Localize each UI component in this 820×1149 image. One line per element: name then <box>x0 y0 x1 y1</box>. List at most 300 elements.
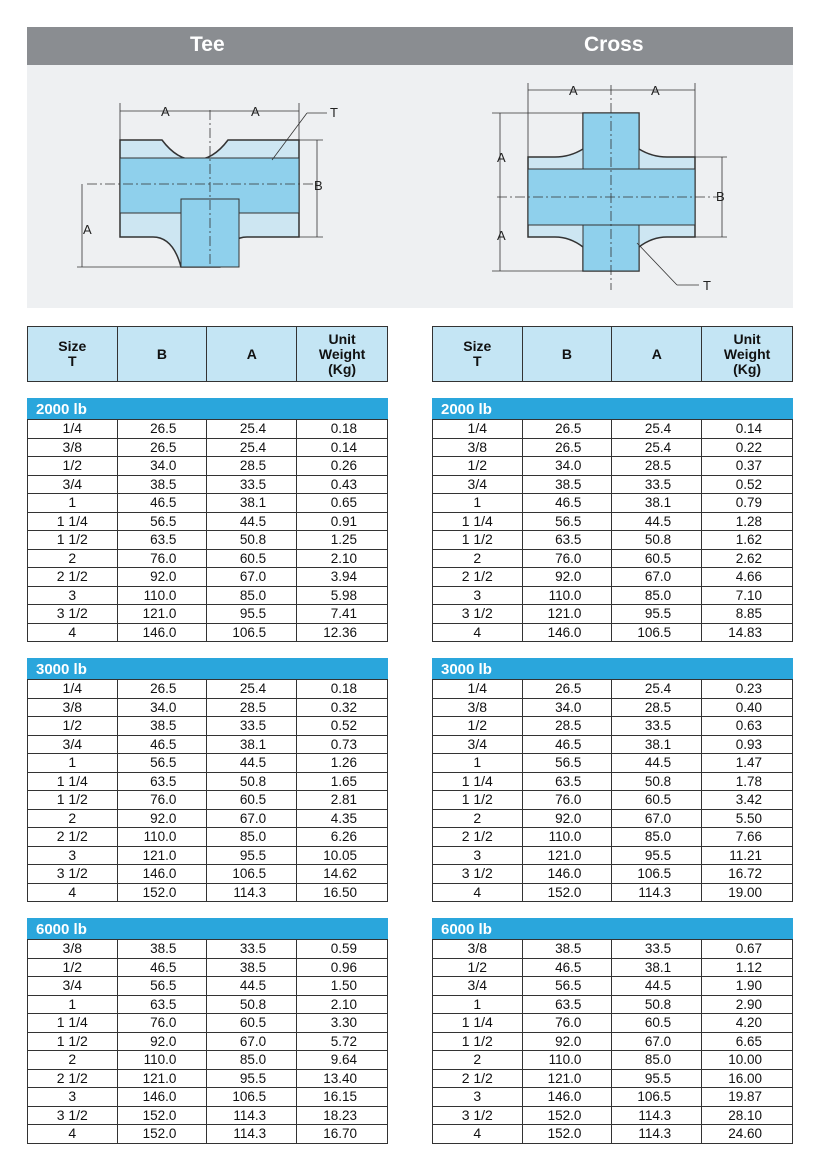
b-cell: 46.5 <box>522 958 612 977</box>
size-cell: 1/4 <box>28 420 118 439</box>
a-cell: 67.0 <box>612 1032 702 1051</box>
a-cell: 50.8 <box>612 772 702 791</box>
table-row <box>28 698 388 717</box>
b-cell: 152.0 <box>522 1106 612 1125</box>
pressure-class-header <box>433 659 793 680</box>
a-cell: 38.5 <box>207 958 297 977</box>
b-cell: 121.0 <box>522 846 612 865</box>
b-cell: 26.5 <box>117 420 207 439</box>
table-row <box>28 735 388 754</box>
a-cell: 95.5 <box>207 846 297 865</box>
weight-cell: 1.50 <box>297 977 388 996</box>
size-cell: 1 <box>433 995 523 1014</box>
a-cell: 25.4 <box>612 438 702 457</box>
a-cell: 50.8 <box>207 531 297 550</box>
b-cell: 110.0 <box>117 1051 207 1070</box>
table-row <box>433 735 793 754</box>
b-cell: 76.0 <box>117 1014 207 1033</box>
weight-cell: 1.25 <box>297 531 388 550</box>
table-row <box>28 791 388 810</box>
a-cell: 106.5 <box>612 1088 702 1107</box>
cross-dim-a2: A <box>651 83 660 98</box>
weight-cell: 0.52 <box>702 475 793 494</box>
size-cell: 3/4 <box>28 475 118 494</box>
table-row <box>28 680 388 699</box>
b-cell: 56.5 <box>117 512 207 531</box>
size-cell: 4 <box>433 623 523 642</box>
cross-body-rows <box>433 382 793 1144</box>
table-row <box>28 586 388 605</box>
size-cell: 2 <box>433 809 523 828</box>
a-cell: 85.0 <box>612 828 702 847</box>
table-row <box>28 623 388 642</box>
table-row <box>433 420 793 439</box>
table-row <box>28 1032 388 1051</box>
weight-cell: 0.26 <box>297 457 388 476</box>
size-cell: 1 1/2 <box>433 791 523 810</box>
size-cell: 1/2 <box>433 717 523 736</box>
a-cell: 95.5 <box>612 605 702 624</box>
weight-cell: 0.65 <box>297 494 388 513</box>
table-row <box>433 512 793 531</box>
table-row <box>28 438 388 457</box>
weight-cell: 16.70 <box>297 1125 388 1144</box>
size-cell: 3/4 <box>28 735 118 754</box>
tee-dim-a2: A <box>251 104 260 119</box>
table-row <box>433 549 793 568</box>
a-cell: 114.3 <box>612 1106 702 1125</box>
b-cell: 56.5 <box>522 977 612 996</box>
size-cell: 1 1/4 <box>433 512 523 531</box>
size-cell: 1 <box>28 995 118 1014</box>
a-cell: 114.3 <box>207 1106 297 1125</box>
b-cell: 38.5 <box>522 940 612 959</box>
a-cell: 25.4 <box>207 438 297 457</box>
table-row <box>28 883 388 902</box>
section-gap <box>28 382 388 399</box>
table-row <box>433 772 793 791</box>
table-row <box>433 494 793 513</box>
table-row <box>28 940 388 959</box>
table-row <box>28 457 388 476</box>
b-cell: 34.0 <box>117 457 207 476</box>
weight-cell: 8.85 <box>702 605 793 624</box>
a-cell: 50.8 <box>612 995 702 1014</box>
b-cell: 56.5 <box>117 977 207 996</box>
size-cell: 3/8 <box>28 698 118 717</box>
size-cell: 3 1/2 <box>433 1106 523 1125</box>
weight-cell: 7.41 <box>297 605 388 624</box>
table-row <box>28 1069 388 1088</box>
weight-cell: 0.23 <box>702 680 793 699</box>
b-cell: 34.0 <box>117 698 207 717</box>
table-row <box>433 883 793 902</box>
cross-dim-b: B <box>716 189 725 204</box>
size-cell: 2 1/2 <box>28 568 118 587</box>
size-cell: 3 <box>28 1088 118 1107</box>
b-cell: 146.0 <box>522 1088 612 1107</box>
a-cell: 85.0 <box>207 586 297 605</box>
a-cell: 60.5 <box>612 1014 702 1033</box>
weight-cell: 2.10 <box>297 549 388 568</box>
a-cell: 25.4 <box>612 420 702 439</box>
a-cell: 38.1 <box>612 735 702 754</box>
b-cell: 76.0 <box>522 791 612 810</box>
table-row <box>433 809 793 828</box>
a-cell: 28.5 <box>612 457 702 476</box>
size-cell: 1/4 <box>433 680 523 699</box>
a-cell: 106.5 <box>612 623 702 642</box>
b-cell: 92.0 <box>117 568 207 587</box>
b-cell: 92.0 <box>522 568 612 587</box>
a-cell: 85.0 <box>207 1051 297 1070</box>
header-bar <box>27 27 793 65</box>
b-cell: 110.0 <box>117 586 207 605</box>
table-row <box>433 457 793 476</box>
weight-cell: 2.90 <box>702 995 793 1014</box>
pressure-class-label: 6000 lb <box>28 919 388 940</box>
pressure-class-label: 3000 lb <box>28 659 388 680</box>
weight-cell: 4.35 <box>297 809 388 828</box>
a-cell: 114.3 <box>207 1125 297 1144</box>
size-cell: 4 <box>433 1125 523 1144</box>
a-cell: 106.5 <box>207 865 297 884</box>
a-cell: 38.1 <box>612 494 702 513</box>
weight-cell: 0.63 <box>702 717 793 736</box>
size-cell: 1 1/4 <box>433 1014 523 1033</box>
weight-cell: 0.96 <box>297 958 388 977</box>
weight-cell: 7.66 <box>702 828 793 847</box>
table-row <box>28 549 388 568</box>
weight-cell: 2.81 <box>297 791 388 810</box>
table-row <box>28 494 388 513</box>
a-cell: 60.5 <box>207 1014 297 1033</box>
tee-dim-t: T <box>330 105 338 120</box>
weight-cell: 5.50 <box>702 809 793 828</box>
a-cell: 67.0 <box>612 568 702 587</box>
size-cell: 1 1/4 <box>28 772 118 791</box>
size-cell: 1 1/2 <box>28 531 118 550</box>
weight-cell: 10.05 <box>297 846 388 865</box>
weight-cell: 0.79 <box>702 494 793 513</box>
size-cell: 1 1/4 <box>433 772 523 791</box>
table-row <box>433 828 793 847</box>
table-row <box>28 512 388 531</box>
a-cell: 38.1 <box>207 494 297 513</box>
a-cell: 44.5 <box>612 754 702 773</box>
weight-cell: 0.91 <box>297 512 388 531</box>
weight-cell: 0.52 <box>297 717 388 736</box>
weight-cell: 3.30 <box>297 1014 388 1033</box>
b-cell: 26.5 <box>522 438 612 457</box>
a-cell: 95.5 <box>207 1069 297 1088</box>
b-cell: 46.5 <box>117 958 207 977</box>
b-cell: 46.5 <box>522 735 612 754</box>
size-cell: 2 1/2 <box>433 828 523 847</box>
section-gap <box>433 642 793 659</box>
section-gap <box>433 382 793 399</box>
section-gap <box>433 902 793 919</box>
weight-cell: 6.26 <box>297 828 388 847</box>
b-cell: 46.5 <box>117 494 207 513</box>
weight-cell: 0.32 <box>297 698 388 717</box>
b-cell: 92.0 <box>117 809 207 828</box>
size-cell: 1/4 <box>433 420 523 439</box>
weight-cell: 16.72 <box>702 865 793 884</box>
b-cell: 110.0 <box>522 1051 612 1070</box>
b-cell: 26.5 <box>522 420 612 439</box>
table-row <box>28 1125 388 1144</box>
a-cell: 44.5 <box>207 754 297 773</box>
pressure-class-label: 3000 lb <box>433 659 793 680</box>
weight-cell: 0.18 <box>297 680 388 699</box>
table-row <box>28 995 388 1014</box>
size-cell: 3/8 <box>433 940 523 959</box>
b-cell: 26.5 <box>522 680 612 699</box>
size-cell: 1 <box>28 754 118 773</box>
b-cell: 56.5 <box>117 754 207 773</box>
table-row <box>28 846 388 865</box>
a-cell: 60.5 <box>612 791 702 810</box>
table-row <box>28 809 388 828</box>
pressure-class-header <box>28 919 388 940</box>
b-cell: 76.0 <box>117 791 207 810</box>
weight-cell: 13.40 <box>297 1069 388 1088</box>
b-cell: 146.0 <box>117 865 207 884</box>
a-cell: 33.5 <box>612 940 702 959</box>
b-cell: 76.0 <box>522 549 612 568</box>
table-row <box>433 754 793 773</box>
weight-cell: 0.93 <box>702 735 793 754</box>
b-cell: 63.5 <box>117 772 207 791</box>
size-cell: 3/4 <box>433 735 523 754</box>
a-cell: 95.5 <box>207 605 297 624</box>
a-cell: 33.5 <box>207 940 297 959</box>
b-cell: 46.5 <box>522 494 612 513</box>
a-cell: 25.4 <box>207 680 297 699</box>
weight-cell: 1.12 <box>702 958 793 977</box>
a-cell: 95.5 <box>612 846 702 865</box>
weight-cell: 18.23 <box>297 1106 388 1125</box>
col-weight: Unit Weight (Kg) <box>297 327 388 382</box>
weight-cell: 0.43 <box>297 475 388 494</box>
b-cell: 152.0 <box>117 883 207 902</box>
weight-cell: 0.22 <box>702 438 793 457</box>
weight-cell: 1.90 <box>702 977 793 996</box>
weight-cell: 9.64 <box>297 1051 388 1070</box>
weight-cell: 14.62 <box>297 865 388 884</box>
a-cell: 67.0 <box>207 1032 297 1051</box>
tee-dim-a3: A <box>83 222 92 237</box>
table-row <box>28 772 388 791</box>
table-row <box>433 1125 793 1144</box>
a-cell: 85.0 <box>207 828 297 847</box>
weight-cell: 4.20 <box>702 1014 793 1033</box>
weight-cell: 1.26 <box>297 754 388 773</box>
table-row <box>433 1014 793 1033</box>
table-row <box>433 623 793 642</box>
cross-dim-t: T <box>703 278 711 293</box>
table-row <box>28 754 388 773</box>
a-cell: 106.5 <box>207 1088 297 1107</box>
col-size: Size T <box>28 327 118 382</box>
weight-cell: 5.98 <box>297 586 388 605</box>
b-cell: 38.5 <box>522 475 612 494</box>
weight-cell: 0.73 <box>297 735 388 754</box>
size-cell: 1/2 <box>433 457 523 476</box>
a-cell: 114.3 <box>207 883 297 902</box>
size-cell: 1 1/2 <box>28 791 118 810</box>
size-cell: 3 1/2 <box>433 605 523 624</box>
weight-cell: 11.21 <box>702 846 793 865</box>
b-cell: 152.0 <box>522 883 612 902</box>
weight-cell: 1.47 <box>702 754 793 773</box>
table-row <box>433 1106 793 1125</box>
table-row <box>28 531 388 550</box>
a-cell: 67.0 <box>612 809 702 828</box>
b-cell: 76.0 <box>522 1014 612 1033</box>
table-row <box>433 865 793 884</box>
size-cell: 4 <box>28 1125 118 1144</box>
table-row <box>28 475 388 494</box>
b-cell: 38.5 <box>117 940 207 959</box>
b-cell: 26.5 <box>117 438 207 457</box>
tee-dim-b: B <box>314 178 323 193</box>
b-cell: 46.5 <box>117 735 207 754</box>
b-cell: 92.0 <box>522 809 612 828</box>
weight-cell: 16.00 <box>702 1069 793 1088</box>
weight-cell: 12.36 <box>297 623 388 642</box>
a-cell: 38.1 <box>207 735 297 754</box>
table-row <box>433 1032 793 1051</box>
size-cell: 1 1/2 <box>433 1032 523 1051</box>
cross-header-row <box>433 327 793 382</box>
a-cell: 33.5 <box>612 717 702 736</box>
table-row <box>28 420 388 439</box>
table-row <box>28 828 388 847</box>
table-row <box>28 977 388 996</box>
size-cell: 2 1/2 <box>433 1069 523 1088</box>
size-cell: 2 <box>28 1051 118 1070</box>
a-cell: 95.5 <box>612 1069 702 1088</box>
size-cell: 2 1/2 <box>28 828 118 847</box>
col-size: Size T <box>433 327 523 382</box>
weight-cell: 0.18 <box>297 420 388 439</box>
b-cell: 146.0 <box>522 865 612 884</box>
size-cell: 1 1/4 <box>28 1014 118 1033</box>
table-row <box>28 1106 388 1125</box>
table-row <box>433 586 793 605</box>
table-row <box>433 605 793 624</box>
a-cell: 114.3 <box>612 1125 702 1144</box>
b-cell: 121.0 <box>522 1069 612 1088</box>
weight-cell: 14.83 <box>702 623 793 642</box>
size-cell: 3/8 <box>433 438 523 457</box>
table-row <box>28 1051 388 1070</box>
size-cell: 3 <box>433 846 523 865</box>
size-cell: 1/2 <box>28 717 118 736</box>
table-row <box>433 791 793 810</box>
size-cell: 4 <box>433 883 523 902</box>
b-cell: 34.0 <box>522 698 612 717</box>
size-cell: 3 1/2 <box>28 1106 118 1125</box>
size-cell: 3 1/2 <box>433 865 523 884</box>
col-weight: Unit Weight (Kg) <box>702 327 793 382</box>
a-cell: 33.5 <box>207 475 297 494</box>
size-cell: 4 <box>28 623 118 642</box>
pressure-class-header <box>433 919 793 940</box>
weight-cell: 0.14 <box>297 438 388 457</box>
a-cell: 25.4 <box>207 420 297 439</box>
a-cell: 106.5 <box>207 623 297 642</box>
weight-cell: 2.62 <box>702 549 793 568</box>
b-cell: 38.5 <box>117 717 207 736</box>
cross-drawing <box>492 83 727 293</box>
col-a: A <box>612 327 702 382</box>
weight-cell: 0.14 <box>702 420 793 439</box>
size-cell: 3/4 <box>433 475 523 494</box>
a-cell: 44.5 <box>207 512 297 531</box>
a-cell: 67.0 <box>207 568 297 587</box>
b-cell: 26.5 <box>117 680 207 699</box>
b-cell: 34.0 <box>522 457 612 476</box>
section-gap <box>28 902 388 919</box>
table-row <box>28 568 388 587</box>
b-cell: 121.0 <box>117 1069 207 1088</box>
size-cell: 2 <box>28 809 118 828</box>
size-cell: 1/4 <box>28 680 118 699</box>
weight-cell: 6.65 <box>702 1032 793 1051</box>
size-cell: 3/8 <box>28 940 118 959</box>
tee-body-rows <box>28 382 388 1144</box>
a-cell: 38.1 <box>612 958 702 977</box>
weight-cell: 1.62 <box>702 531 793 550</box>
a-cell: 50.8 <box>612 531 702 550</box>
a-cell: 67.0 <box>207 809 297 828</box>
a-cell: 44.5 <box>612 977 702 996</box>
b-cell: 146.0 <box>117 1088 207 1107</box>
b-cell: 110.0 <box>117 828 207 847</box>
cross-title: Cross <box>584 33 644 56</box>
weight-cell: 19.00 <box>702 883 793 902</box>
table-row <box>433 1088 793 1107</box>
b-cell: 121.0 <box>522 605 612 624</box>
table-row <box>433 1051 793 1070</box>
tee-drawing <box>77 103 338 267</box>
a-cell: 50.8 <box>207 772 297 791</box>
size-cell: 2 1/2 <box>433 568 523 587</box>
table-row <box>28 717 388 736</box>
size-cell: 4 <box>28 883 118 902</box>
tee-dim-a1: A <box>161 104 170 119</box>
b-cell: 152.0 <box>117 1106 207 1125</box>
size-cell: 2 <box>433 549 523 568</box>
table-row <box>433 568 793 587</box>
pressure-class-header <box>433 399 793 420</box>
b-cell: 38.5 <box>117 475 207 494</box>
table-row <box>433 846 793 865</box>
cross-dim-a3: A <box>497 150 506 165</box>
size-cell: 1 <box>28 494 118 513</box>
weight-cell: 2.10 <box>297 995 388 1014</box>
b-cell: 110.0 <box>522 828 612 847</box>
table-row <box>28 1014 388 1033</box>
weight-cell: 10.00 <box>702 1051 793 1070</box>
col-a: A <box>207 327 297 382</box>
cross-dim-a1: A <box>569 83 578 98</box>
table-row <box>433 531 793 550</box>
table-row <box>433 698 793 717</box>
